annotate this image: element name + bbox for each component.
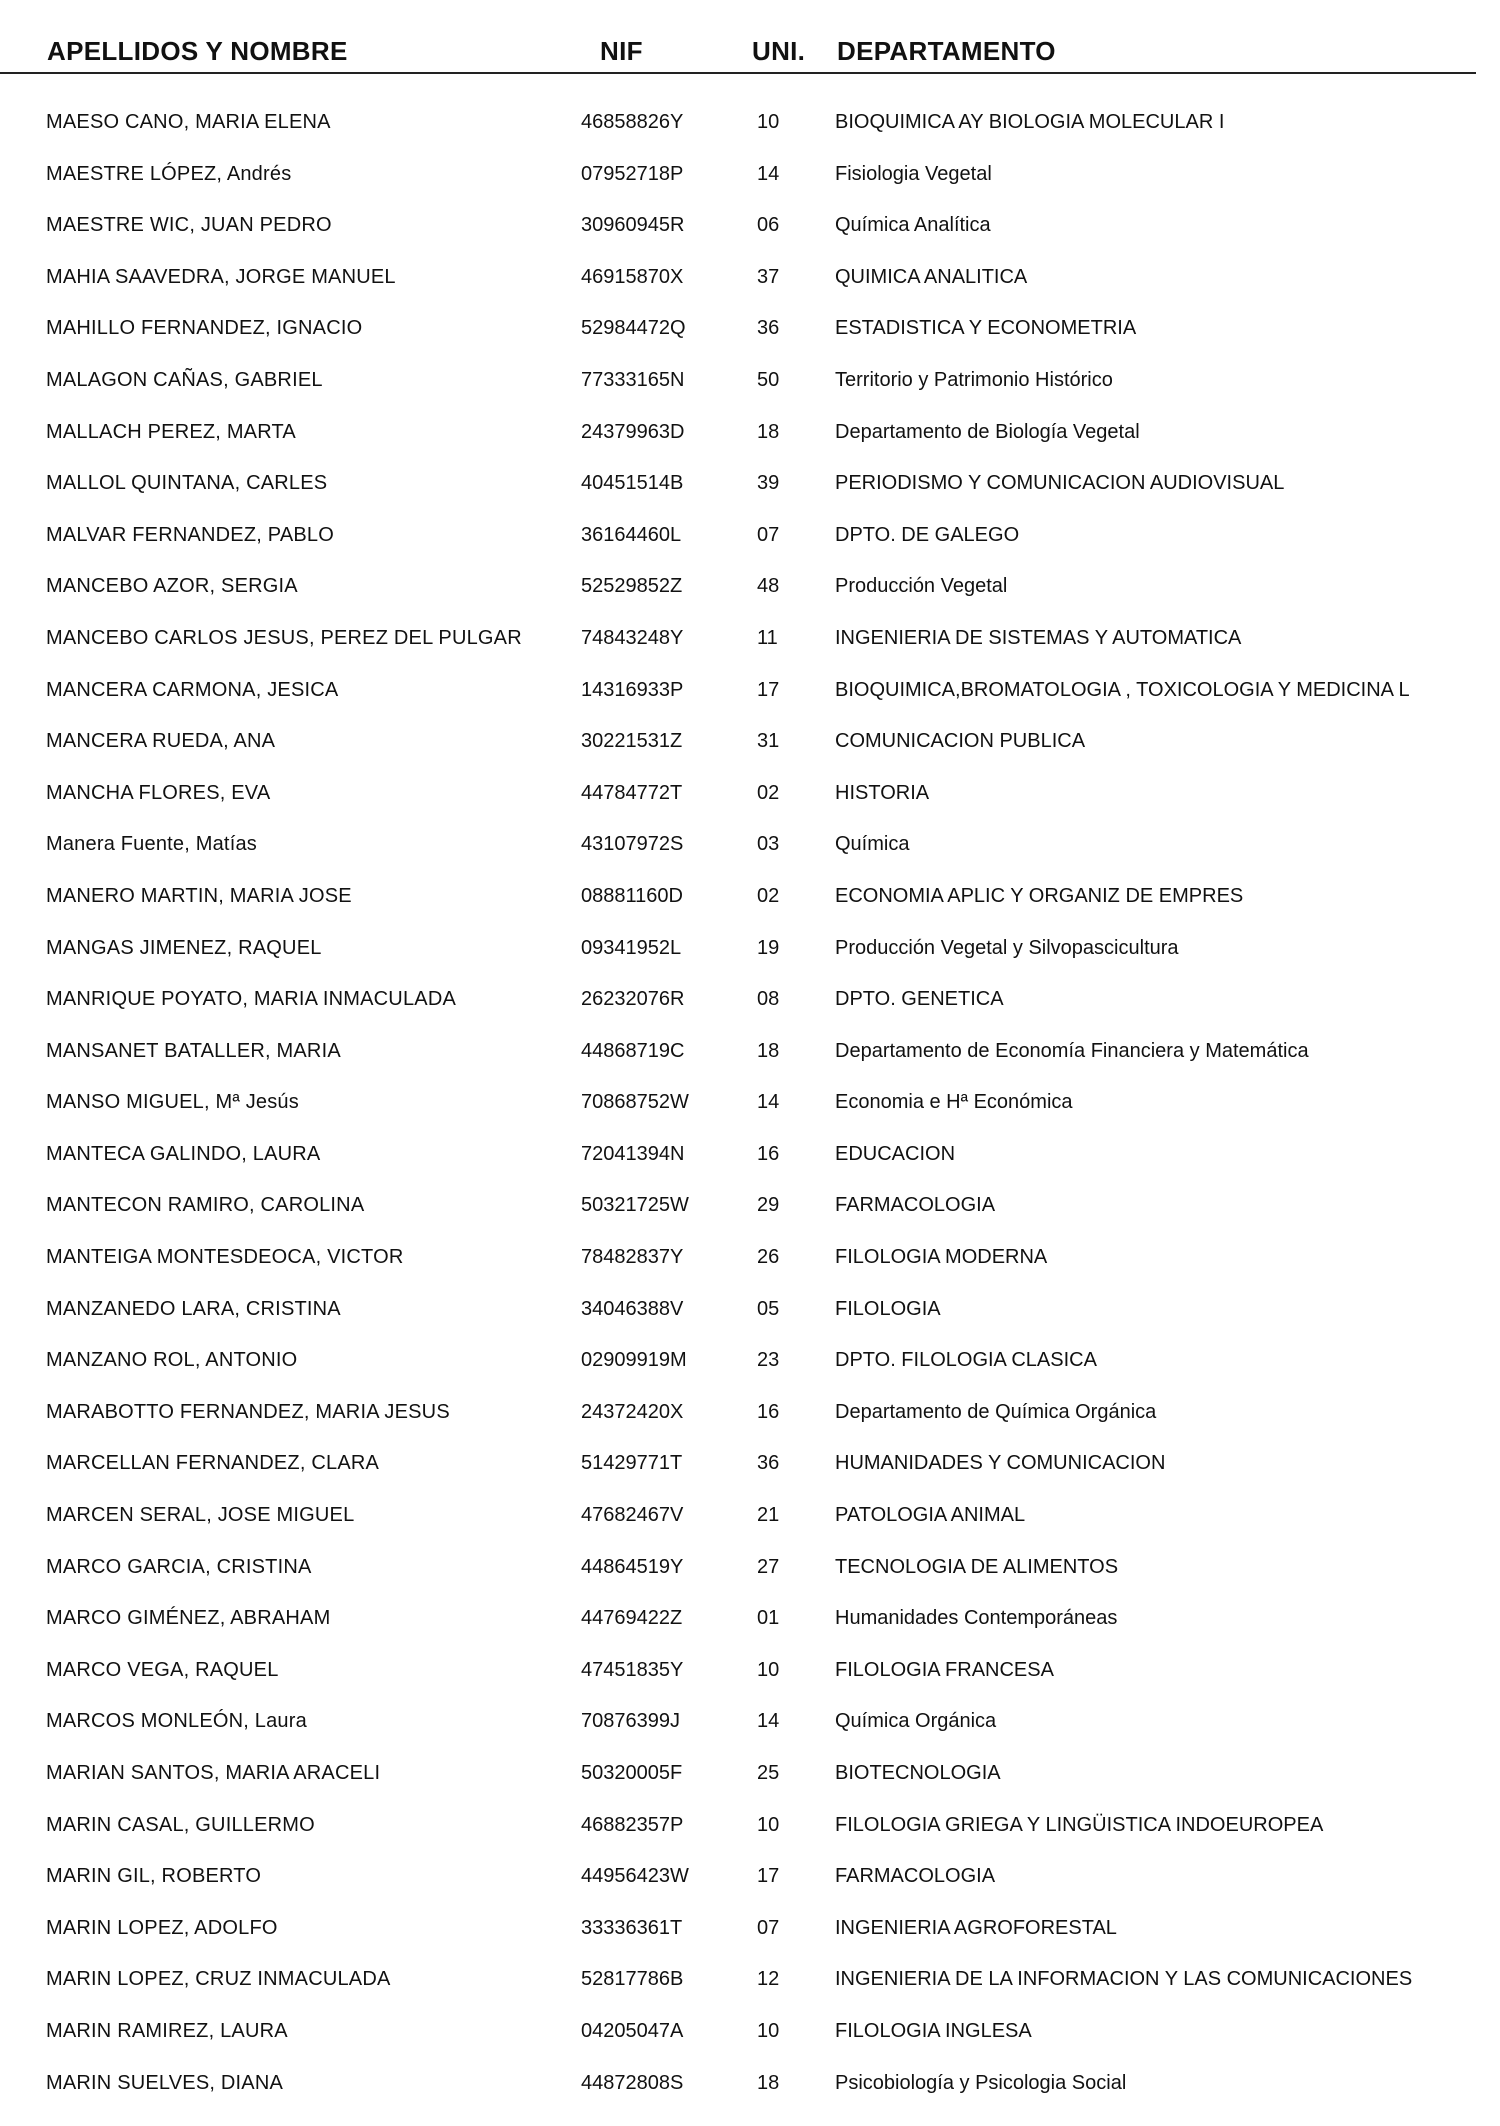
- table-row: [0, 1752, 1500, 1804]
- cell-uni: 19: [757, 936, 780, 959]
- column-header-department: DEPARTAMENTO: [837, 36, 1056, 66]
- cell-nif: 44864519Y: [581, 1555, 684, 1578]
- cell-uni: 36: [757, 1452, 780, 1475]
- cell-department: Territorio y Patrimonio Histórico: [835, 368, 1113, 391]
- cell-name: MALVAR FERNANDEZ, PABLO: [46, 523, 334, 546]
- cell-uni: 18: [757, 2071, 780, 2094]
- cell-department: Química Analítica: [835, 214, 991, 237]
- cell-uni: 39: [757, 472, 780, 495]
- cell-uni: 10: [757, 111, 780, 133]
- column-header-uni: UNI.: [752, 36, 806, 66]
- cell-nif: 14316933P: [581, 678, 684, 701]
- table-row: [0, 359, 1500, 411]
- table-row: [0, 1391, 1500, 1443]
- table-row: [0, 514, 1500, 566]
- cell-uni: 08: [757, 988, 780, 1011]
- cell-name: MAHILLO FERNANDEZ, IGNACIO: [46, 317, 363, 340]
- cell-name: MARCO GARCIA, CRISTINA: [46, 1555, 312, 1578]
- cell-uni: 16: [757, 1142, 780, 1165]
- cell-uni: 07: [757, 1916, 780, 1939]
- cell-name: MARCOS MONLEÓN, Laura: [46, 1710, 307, 1733]
- cell-department: DPTO. FILOLOGIA CLASICA: [835, 1349, 1097, 1372]
- cell-department: Fisiologia Vegetal: [835, 162, 992, 185]
- cell-name: MANERO MARTIN, MARIA JOSE: [46, 884, 352, 907]
- cell-name: MANCHA FLORES, EVA: [46, 781, 271, 804]
- cell-nif: 70876399J: [581, 1710, 680, 1733]
- cell-department: QUIMICA ANALITICA: [835, 265, 1028, 288]
- cell-nif: 24372420X: [581, 1400, 684, 1423]
- cell-name: MARIN LOPEZ, CRUZ INMACULADA: [46, 1968, 391, 1991]
- table-row: [0, 1236, 1500, 1288]
- table-row: [0, 1546, 1500, 1598]
- cell-nif: 44784772T: [581, 781, 683, 804]
- cell-name: MARIN LOPEZ, ADOLFO: [46, 1916, 278, 1939]
- table-row: [0, 1030, 1500, 1082]
- cell-uni: 17: [757, 678, 780, 701]
- table-row: [0, 462, 1500, 514]
- cell-nif: 50320005F: [581, 1762, 683, 1784]
- header-divider: [0, 72, 1476, 74]
- table-row: [0, 927, 1500, 979]
- table-row: [0, 1700, 1500, 1752]
- table-row: [0, 1184, 1500, 1236]
- cell-nif: 47682467V: [581, 1504, 684, 1527]
- cell-nif: 44872808S: [581, 2071, 684, 2094]
- cell-uni: 48: [757, 575, 780, 598]
- cell-uni: 29: [757, 1194, 780, 1217]
- cell-nif: 26232076R: [581, 988, 685, 1011]
- cell-department: Química: [835, 833, 910, 856]
- cell-department: Producción Vegetal: [835, 575, 1008, 598]
- cell-uni: 37: [757, 265, 780, 288]
- cell-name: MARCEN SERAL, JOSE MIGUEL: [46, 1504, 355, 1527]
- table-row: [0, 1958, 1500, 2010]
- cell-name: Manera Fuente, Matías: [46, 833, 257, 856]
- cell-nif: 51429771T: [581, 1452, 683, 1475]
- cell-department: BIOQUIMICA,BROMATOLOGIA , TOXICOLOGIA Y MEDICINA L: [835, 678, 1410, 701]
- cell-name: MANTEIGA MONTESDEOCA, VICTOR: [46, 1246, 404, 1269]
- table-row: [0, 411, 1500, 463]
- cell-name: MARCELLAN FERNANDEZ, CLARA: [46, 1452, 380, 1475]
- cell-nif: 33336361T: [581, 1916, 683, 1939]
- cell-nif: 02909919M: [581, 1349, 687, 1372]
- cell-department: Departamento de Biología Vegetal: [835, 420, 1140, 443]
- cell-nif: 52529852Z: [581, 575, 683, 598]
- table-row: [0, 307, 1500, 359]
- cell-department: INGENIERIA DE LA INFORMACION Y LAS COMUNICACIONES: [835, 1968, 1413, 1991]
- cell-department: PATOLOGIA ANIMAL: [835, 1504, 1026, 1527]
- column-header-nif: NIF: [600, 36, 643, 66]
- table-row: [0, 565, 1500, 617]
- cell-uni: 31: [757, 730, 780, 753]
- cell-department: Departamento de Química Orgánica: [835, 1400, 1157, 1423]
- cell-name: MARIN GIL, ROBERTO: [46, 1865, 262, 1888]
- cell-name: MANCERA CARMONA, JESICA: [46, 678, 339, 701]
- cell-nif: 52984472Q: [581, 317, 686, 340]
- cell-name: MALLACH PEREZ, MARTA: [46, 420, 296, 443]
- cell-name: MANSO MIGUEL, Mª Jesús: [46, 1091, 299, 1114]
- cell-nif: 52817786B: [581, 1968, 684, 1991]
- cell-nif: 46915870X: [581, 265, 684, 288]
- cell-department: Humanidades Contemporáneas: [835, 1607, 1118, 1630]
- table-row: [0, 1649, 1500, 1701]
- cell-department: Psicobiología y Psicologia Social: [835, 2071, 1127, 2094]
- cell-nif: 24379963D: [581, 420, 685, 443]
- cell-uni: 12: [757, 1968, 780, 1991]
- cell-uni: 26: [757, 1246, 780, 1269]
- cell-department: FILOLOGIA MODERNA: [835, 1246, 1048, 1269]
- cell-uni: 02: [757, 884, 780, 907]
- cell-department: ECONOMIA APLIC Y ORGANIZ DE EMPRES: [835, 884, 1244, 907]
- cell-department: BIOQUIMICA AY BIOLOGIA MOLECULAR I: [835, 111, 1225, 133]
- cell-department: PERIODISMO Y COMUNICACION AUDIOVISUAL: [835, 472, 1285, 495]
- cell-name: MANSANET BATALLER, MARIA: [46, 1039, 341, 1062]
- cell-name: MANCEBO AZOR, SERGIA: [46, 575, 298, 598]
- cell-name: MARABOTTO FERNANDEZ, MARIA JESUS: [46, 1400, 450, 1423]
- cell-uni: 14: [757, 162, 780, 185]
- cell-nif: 09341952L: [581, 936, 682, 959]
- cell-department: DPTO. GENETICA: [835, 988, 1004, 1011]
- cell-name: MANCEBO CARLOS JESUS, PEREZ DEL PULGAR: [46, 626, 522, 649]
- table-body: [0, 101, 1500, 2113]
- cell-department: ESTADISTICA Y ECONOMETRIA: [835, 317, 1137, 340]
- cell-department: FILOLOGIA INGLESA: [835, 2019, 1032, 2042]
- cell-uni: 03: [757, 833, 780, 856]
- cell-uni: 02: [757, 781, 780, 804]
- cell-name: MANGAS JIMENEZ, RAQUEL: [46, 936, 322, 959]
- cell-name: MAESO CANO, MARIA ELENA: [46, 111, 331, 133]
- table-row: [0, 1081, 1500, 1133]
- cell-name: MANRIQUE POYATO, MARIA INMACULADA: [46, 988, 456, 1011]
- cell-department: COMUNICACION PUBLICA: [835, 730, 1086, 753]
- cell-nif: 77333165N: [581, 368, 685, 391]
- cell-name: MANTECON RAMIRO, CAROLINA: [46, 1194, 365, 1217]
- cell-name: MARIN SUELVES, DIANA: [46, 2071, 284, 2094]
- cell-uni: 07: [757, 523, 780, 546]
- cell-uni: 18: [757, 420, 780, 443]
- cell-nif: 30221531Z: [581, 730, 683, 753]
- cell-nif: 47451835Y: [581, 1658, 684, 1681]
- cell-uni: 21: [757, 1504, 780, 1527]
- table-row: [0, 669, 1500, 721]
- cell-nif: 08881160D: [581, 884, 683, 907]
- cell-nif: 74843248Y: [581, 626, 684, 649]
- column-header-name: APELLIDOS Y NOMBRE: [47, 36, 348, 66]
- table-row: [0, 720, 1500, 772]
- table-row: [0, 1855, 1500, 1907]
- cell-uni: 10: [757, 2019, 780, 2042]
- cell-department: BIOTECNOLOGIA: [835, 1762, 1001, 1784]
- cell-department: FILOLOGIA GRIEGA Y LINGÜISTICA INDOEUROPEA: [835, 1813, 1324, 1836]
- table-row: [0, 1907, 1500, 1959]
- cell-name: MANTECA GALINDO, LAURA: [46, 1142, 321, 1165]
- cell-uni: 25: [757, 1762, 780, 1784]
- table-row: [0, 1442, 1500, 1494]
- table-header: [0, 30, 1500, 74]
- cell-name: MALLOL QUINTANA, CARLES: [46, 472, 328, 495]
- table-row: [0, 256, 1500, 308]
- cell-department: EDUCACION: [835, 1142, 956, 1165]
- cell-uni: 05: [757, 1297, 780, 1320]
- cell-name: MANZANEDO LARA, CRISTINA: [46, 1297, 341, 1320]
- cell-department: FILOLOGIA FRANCESA: [835, 1658, 1054, 1681]
- cell-uni: 01: [757, 1607, 780, 1630]
- cell-uni: 14: [757, 1710, 780, 1733]
- cell-nif: 46882357P: [581, 1813, 684, 1836]
- cell-name: MARIAN SANTOS, MARIA ARACELI: [46, 1762, 381, 1784]
- cell-name: MAESTRE WIC, JUAN PEDRO: [46, 214, 332, 237]
- cell-department: Producción Vegetal y Silvopascicultura: [835, 936, 1179, 959]
- cell-nif: 44868719C: [581, 1039, 685, 1062]
- cell-uni: 10: [757, 1813, 780, 1836]
- table-row: [0, 875, 1500, 927]
- cell-department: Química Orgánica: [835, 1710, 997, 1733]
- table-row: [0, 101, 1500, 153]
- cell-nif: 50321725W: [581, 1194, 689, 1217]
- cell-department: INGENIERIA DE SISTEMAS Y AUTOMATICA: [835, 626, 1242, 649]
- cell-department: FARMACOLOGIA: [835, 1194, 996, 1217]
- cell-nif: 72041394N: [581, 1142, 685, 1165]
- table-row: [0, 2062, 1500, 2114]
- table-row: [0, 1494, 1500, 1546]
- table-row: [0, 1133, 1500, 1185]
- cell-name: MALAGON CAÑAS, GABRIEL: [46, 368, 323, 391]
- cell-nif: 44769422Z: [581, 1607, 683, 1630]
- table-row: [0, 2010, 1500, 2062]
- cell-department: HISTORIA: [835, 781, 930, 804]
- cell-nif: 44956423W: [581, 1865, 689, 1888]
- table-row: [0, 1804, 1500, 1856]
- cell-nif: 34046388V: [581, 1297, 684, 1320]
- table-row: [0, 1339, 1500, 1391]
- cell-uni: 50: [757, 368, 780, 391]
- cell-uni: 16: [757, 1400, 780, 1423]
- cell-department: HUMANIDADES Y COMUNICACION: [835, 1452, 1166, 1475]
- cell-name: MANCERA RUEDA, ANA: [46, 730, 276, 753]
- cell-uni: 23: [757, 1349, 780, 1372]
- cell-nif: 04205047A: [581, 2019, 684, 2042]
- cell-nif: 36164460L: [581, 523, 682, 546]
- cell-name: MAESTRE LÓPEZ, Andrés: [46, 162, 292, 185]
- table-row: [0, 153, 1500, 205]
- cell-department: Departamento de Economía Financiera y Matemática: [835, 1039, 1309, 1062]
- cell-nif: 30960945R: [581, 214, 685, 237]
- table-row: [0, 823, 1500, 875]
- table-row: [0, 978, 1500, 1030]
- cell-nif: 46858826Y: [581, 111, 684, 133]
- cell-name: MARIN RAMIREZ, LAURA: [46, 2019, 288, 2042]
- cell-department: FARMACOLOGIA: [835, 1865, 996, 1888]
- cell-nif: 70868752W: [581, 1091, 689, 1114]
- table-row: [0, 772, 1500, 824]
- cell-uni: 36: [757, 317, 780, 340]
- cell-name: MARIN CASAL, GUILLERMO: [46, 1813, 315, 1836]
- cell-department: Economia e Hª Económica: [835, 1091, 1073, 1114]
- table-row: [0, 204, 1500, 256]
- cell-nif: 43107972S: [581, 833, 684, 856]
- cell-name: MAHIA SAAVEDRA, JORGE MANUEL: [46, 265, 396, 288]
- cell-nif: 40451514B: [581, 472, 684, 495]
- cell-uni: 10: [757, 1658, 780, 1681]
- cell-uni: 14: [757, 1091, 780, 1114]
- cell-name: MANZANO ROL, ANTONIO: [46, 1349, 298, 1372]
- cell-uni: 11: [757, 626, 778, 649]
- cell-uni: 06: [757, 214, 780, 237]
- cell-uni: 27: [757, 1555, 780, 1578]
- cell-department: TECNOLOGIA DE ALIMENTOS: [835, 1555, 1119, 1578]
- cell-uni: 18: [757, 1039, 780, 1062]
- table-row: [0, 1597, 1500, 1649]
- cell-uni: 17: [757, 1865, 780, 1888]
- cell-department: FILOLOGIA: [835, 1297, 941, 1320]
- cell-department: INGENIERIA AGROFORESTAL: [835, 1916, 1117, 1939]
- cell-nif: 78482837Y: [581, 1246, 684, 1269]
- cell-department: DPTO. DE GALEGO: [835, 523, 1020, 546]
- table-row: [0, 1288, 1500, 1340]
- cell-nif: 07952718P: [581, 162, 684, 185]
- table-row: [0, 617, 1500, 669]
- cell-name: MARCO VEGA, RAQUEL: [46, 1658, 279, 1681]
- cell-name: MARCO GIMÉNEZ, ABRAHAM: [46, 1607, 331, 1630]
